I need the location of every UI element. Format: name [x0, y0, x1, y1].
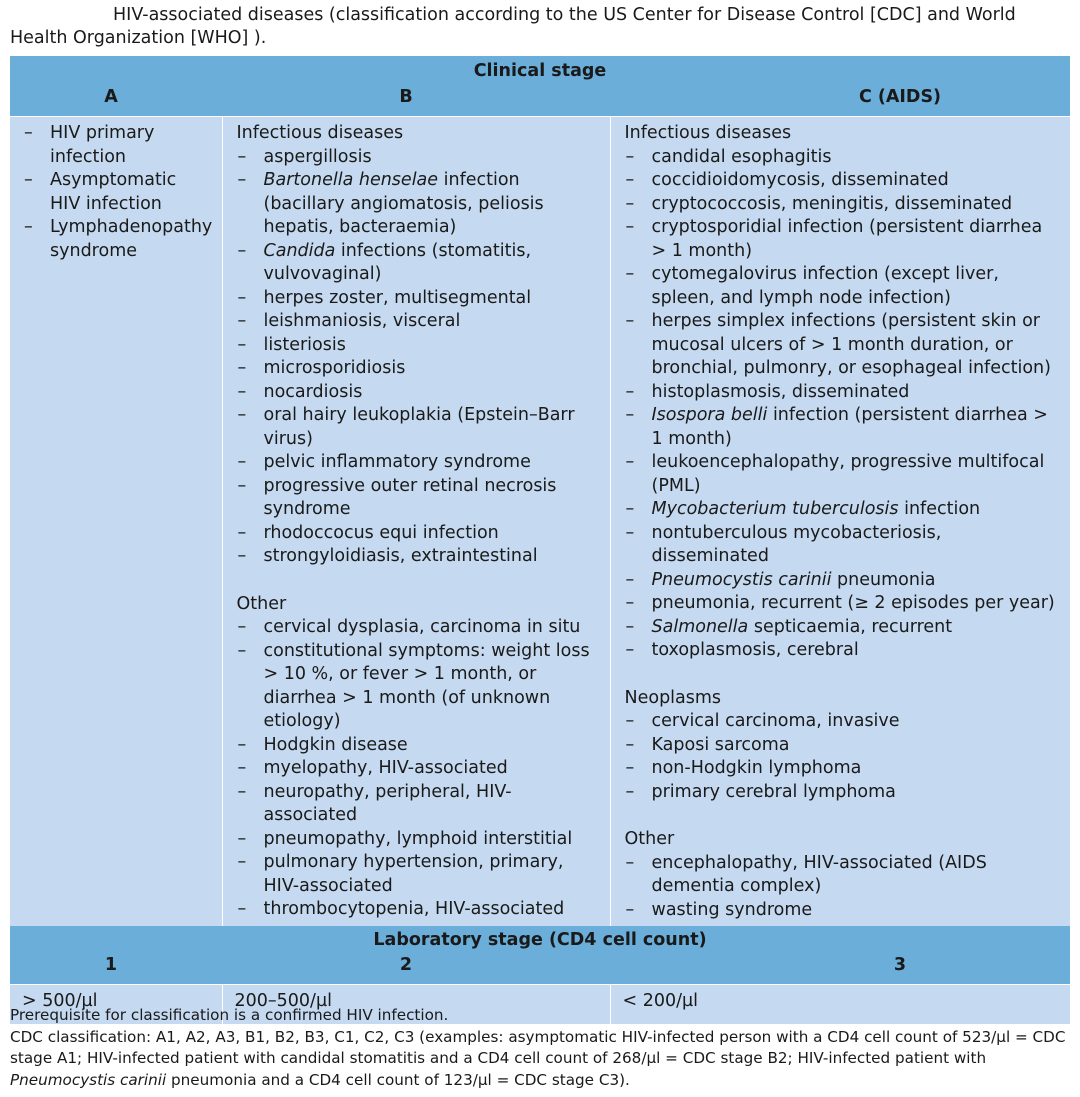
list-item: [625, 592, 1061, 616]
list-item: – Hodgkin disease: [237, 734, 600, 758]
list-item-text: leishmaniosis, visceral: [263, 311, 461, 331]
list-item-text: pneumonia, recurrent (≥ 2 episodes per year): [651, 593, 1055, 613]
list-item-text: progressive outer retinal necrosis syndrome: [263, 475, 557, 519]
list-item-text: oral hairy leukoplakia (Epstein–Barr virus): [263, 405, 575, 449]
list-item: – pulmonary hypertension, primary, HIV-associated: [237, 851, 600, 898]
list-item: [625, 146, 1061, 170]
list-item: – thrombocytopenia, HIV-associated: [237, 898, 600, 922]
list-item-text: rhodoccocus equi infection: [263, 522, 499, 543]
list-item-text: toxoplasmosis, cerebral: [651, 640, 859, 660]
list-item: – neuropathy, peripheral, HIV-associated: [237, 781, 600, 828]
list-item-text: microsporidiosis: [263, 358, 406, 378]
list-item-text: cryptococcosis, meningitis, disseminated: [651, 193, 1013, 214]
list-item: [625, 498, 1061, 522]
list-item: – Asymptomatic HIV infection: [23, 169, 212, 216]
footnote-line-2-post: pneumonia and a CD4 cell count of 123/µl = CDC stage C3).: [166, 1070, 630, 1089]
cd4-count-3: < 200/µl: [610, 985, 1070, 1025]
list-item: – wasting syndrome: [625, 899, 1061, 923]
list-item: [625, 310, 1061, 381]
list-item-text: nocardiosis: [263, 381, 363, 402]
stage-b-other-title: Other: [236, 593, 287, 614]
footnote-line-1: Prerequisite for classification is a confirmed HIV infection.: [10, 1006, 449, 1024]
list-item: – HIV primary infection: [23, 122, 212, 169]
list-item-text: infections (stomatitis, vulvovaginal): [263, 240, 532, 284]
stage-c-neoplasms-title: Neoplasms: [624, 687, 722, 708]
list-item: [625, 216, 1061, 263]
stage-b-other-list: [237, 616, 600, 922]
list-item: [625, 451, 1061, 498]
list-item: [625, 193, 1061, 217]
list-item-text: cytomegalovirus infection (except liver, spleen, and lymph node infection): [651, 264, 999, 308]
list-item: [625, 639, 1061, 663]
lab-column-header-1: 1: [104, 955, 118, 975]
stage-c-cell: [610, 117, 1070, 927]
list-item: – pneumopathy, lymphoid interstitial: [237, 828, 600, 852]
list-item: – Lymphadenopathy syndrome: [23, 216, 212, 263]
list-item-text: cryptosporidial infection (persistent diarrhea > 1 month): [651, 217, 1043, 261]
list-item-text: pneumonia: [831, 569, 936, 590]
list-item: [237, 381, 600, 405]
stage-b-infectious-list: [237, 146, 600, 569]
footnote: [10, 1005, 1072, 1091]
list-item-text: coccidioidomycosis, disseminated: [651, 170, 949, 190]
list-item-italic: Isospora belli: [651, 405, 768, 425]
list-item-text: histoplasmosis, disseminated: [651, 381, 910, 402]
list-item: [237, 146, 600, 170]
list-item: – constitutional symptoms: weight loss > 10 %, or fever > 1 month, or diarrhea > 1 month (of unknown etiology): [237, 640, 600, 734]
list-item: [237, 169, 600, 240]
list-item-italic: Pneumocystis carinii: [651, 569, 832, 590]
list-item-text: nontuberculous mycobacteriosis, disseminated: [651, 522, 942, 566]
list-item: [237, 522, 600, 546]
list-item-text: infection (bacillary angiomatosis, peliosis hepatis, bacteraemia): [263, 170, 544, 237]
laboratory-stage-title: Laboratory stage (CD4 cell count): [373, 930, 707, 950]
stage-c-infectious-title: Infectious diseases: [624, 123, 792, 143]
list-item: [625, 381, 1061, 405]
table-caption: [10, 4, 1070, 50]
stage-a-list: [23, 122, 212, 263]
list-item-text: herpes simplex infections (persistent skin or mucosal ulcers of > 1 month duration, or bronchial, pulmonry, or esophageal infection): [651, 311, 1051, 378]
lab-column-header-2: 2: [399, 955, 413, 975]
list-item: – cervical carcinoma, invasive: [625, 710, 1061, 734]
stage-a-cell: [10, 117, 222, 927]
list-item-text: septicaemia, recurrent: [748, 616, 953, 637]
list-item-text: strongyloidiasis, extraintestinal: [263, 546, 538, 566]
list-item-text: pelvic inflammatory syndrome: [263, 452, 531, 472]
stage-b-cell: [222, 117, 610, 927]
stage-c-neoplasms-list: [625, 710, 1061, 804]
list-item: [237, 451, 600, 475]
list-item-italic: Bartonella henselae: [263, 170, 439, 190]
list-item: [625, 569, 1061, 593]
list-item: – cervical dysplasia, carcinoma in situ: [237, 616, 600, 640]
list-item: [237, 310, 600, 334]
list-item: – Kaposi sarcoma: [625, 734, 1061, 758]
stage-c-infectious-list: [625, 146, 1061, 663]
list-item: – encephalopathy, HIV-associated (AIDS dementia complex): [625, 852, 1061, 899]
list-item-italic: Mycobacterium tuberculosis: [651, 499, 899, 519]
list-item-text: candidal esophagitis: [651, 146, 832, 167]
footnote-line-2: [10, 1027, 1072, 1092]
clinical-stage-title: Clinical stage: [473, 61, 607, 81]
column-header-a: A: [104, 87, 118, 107]
list-item-text: infection: [898, 499, 981, 519]
footnote-line-2-italic: Pneumocystis carinii: [10, 1070, 167, 1089]
list-item: [625, 169, 1061, 193]
list-item-text: leukoencephalopathy, progressive multifocal (PML): [651, 452, 1045, 496]
list-item: [625, 616, 1061, 640]
list-item: [237, 334, 600, 358]
list-item-italic: Candida: [263, 240, 336, 261]
list-item: [237, 287, 600, 311]
list-item-text: listeriosis: [263, 334, 346, 355]
list-item: [237, 545, 600, 569]
list-item: [237, 404, 600, 451]
list-item: [625, 404, 1061, 451]
stage-c-other-list: [625, 852, 1061, 923]
list-item: [625, 263, 1061, 310]
caption-text: HIV-associated diseases (classification according to the US Center for Disease Control [CDC] and World Health Organization [WHO] ).: [10, 5, 1016, 48]
list-item-text: infection (persistent diarrhea > 1 month): [651, 405, 1048, 449]
stage-c-other-title: Other: [624, 829, 675, 849]
list-item: [237, 240, 600, 287]
list-item: – non-Hodgkin lymphoma: [625, 757, 1061, 781]
list-item-italic: Salmonella: [651, 616, 749, 637]
cd4-count-2: 200–500/µl: [222, 985, 610, 1025]
list-item-text: aspergillosis: [263, 146, 372, 167]
list-item: – myelopathy, HIV-associated: [237, 757, 600, 781]
list-item-text: herpes zoster, multisegmental: [263, 287, 532, 308]
cd4-count-1: > 500/µl: [10, 985, 222, 1025]
list-item: [237, 357, 600, 381]
column-header-b: B: [399, 87, 413, 107]
list-item: – primary cerebral lymphoma: [625, 781, 1061, 805]
list-item: [237, 475, 600, 522]
list-item: [625, 522, 1061, 569]
lab-column-header-3: 3: [893, 955, 907, 975]
stage-b-infectious-title: Infectious diseases: [236, 123, 404, 143]
footnote-line-2-pre: CDC classification: A1, A2, A3, B1, B2, B3, C1, C2, C3 (examples: asymptomatic HIV-infected person with a CD4 cell count of 523/µl = CDC stage A1; HIV-infected patient with candidal stomatitis and a CD4 cell count of 268/µl = CDC stage B2; HIV-infected patient with: [10, 1027, 1066, 1067]
hiv-classification-table: [10, 56, 1070, 1024]
column-header-c: C (AIDS): [858, 87, 942, 107]
